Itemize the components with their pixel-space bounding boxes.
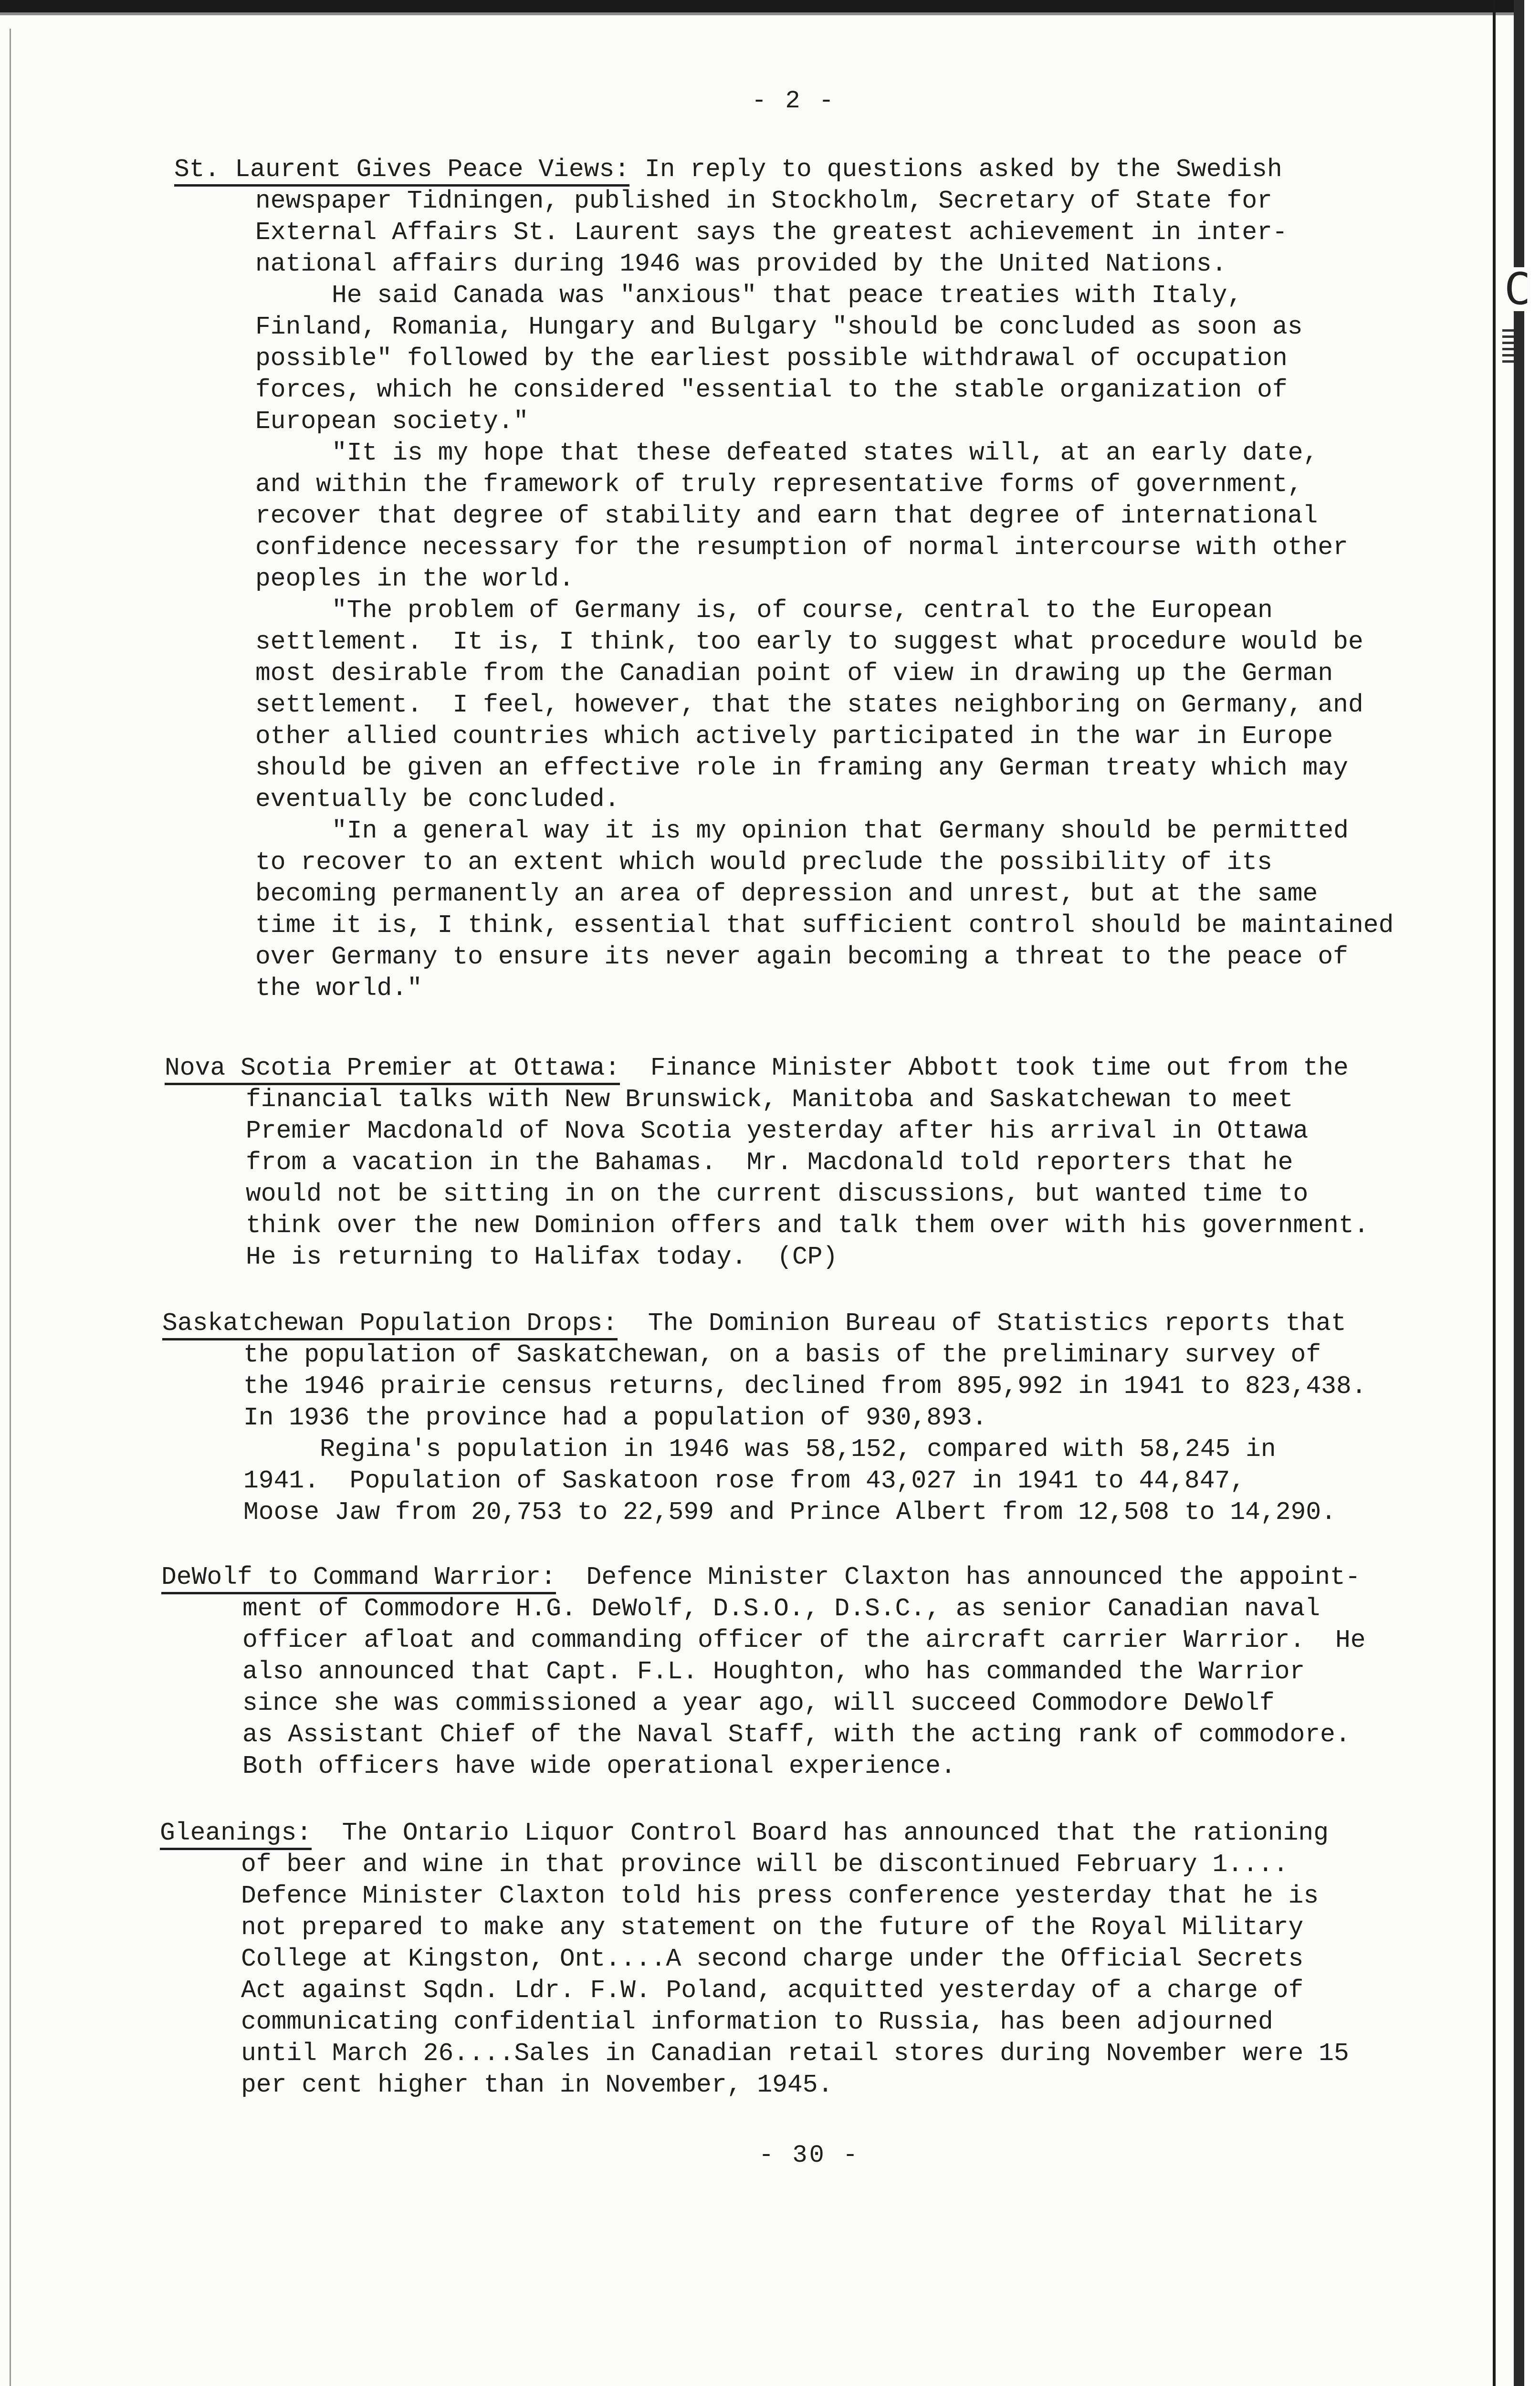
adjacent-page-letter: C xyxy=(1504,263,1531,314)
article-first-line xyxy=(160,1817,1439,1849)
article-line: External Affairs St. Laurent says the greatest achievement in inter- xyxy=(255,218,1288,247)
scan-left-edge xyxy=(10,29,11,2386)
article-line: the world." xyxy=(255,974,422,1003)
article-line: to recover to an extent which would preclude the possibility of its xyxy=(255,848,1272,877)
article-dewolf-warrior xyxy=(161,1561,1440,1782)
article-saskatchewan-population xyxy=(162,1308,1441,1528)
scan-top-shadow xyxy=(0,12,1540,15)
scan-right-binding xyxy=(1514,0,1524,2386)
article-nova-scotia-premier xyxy=(165,1052,1444,1273)
article-headline: DeWolf to Command Warrior: xyxy=(161,1563,556,1594)
article-line: would not be sitting in on the current discussions, but wanted time to xyxy=(246,1180,1309,1208)
paragraph-first-line: "It is my hope that these defeated states will, at an early date, xyxy=(332,439,1319,467)
article-line: eventually be concluded. xyxy=(255,785,620,814)
article-line: the population of Saskatchewan, on a basis of the preliminary survey of xyxy=(243,1340,1321,1369)
article-line: Moose Jaw from 20,753 to 22,599 and Prince Albert from 12,508 to 14,290. xyxy=(243,1498,1336,1527)
paragraph-first-line: He said Canada was "anxious" that peace treaties with Italy, xyxy=(332,281,1243,310)
article-line: newspaper Tidningen, published in Stockholm, Secretary of State for xyxy=(255,187,1272,215)
article-line: He is returning to Halifax today. (CP) xyxy=(246,1243,838,1271)
article-line: ment of Commodore H.G. DeWolf, D.S.O., D.S.C., as senior Canadian naval xyxy=(242,1594,1320,1623)
scan-top-edge xyxy=(0,0,1540,12)
article-line: the 1946 prairie census returns, declined from 895,992 in 1941 to 823,438. xyxy=(243,1372,1367,1401)
article-line: possible" followed by the earliest possible withdrawal of occupation xyxy=(255,344,1288,373)
paragraph-first-line: Regina's population in 1946 was 58,152, compared with 58,245 in xyxy=(320,1435,1276,1464)
article-line: since she was commissioned a year ago, will succeed Commodore DeWolf xyxy=(242,1689,1275,1717)
paragraph-first-line: "The problem of Germany is, of course, central to the European xyxy=(332,596,1273,625)
article-line: Defence Minister Claxton told his press conference yesterday that he is xyxy=(241,1882,1319,1910)
article-line: also announced that Capt. F.L. Houghton, who has commanded the Warrior xyxy=(242,1657,1305,1686)
article-line: until March 26....Sales in Canadian retail stores during November were 15 xyxy=(241,2039,1349,2068)
article-line: College at Kingston, Ont....A second charge under the Official Secrets xyxy=(241,1945,1304,1973)
article-line: In 1936 the province had a population of 930,893. xyxy=(243,1403,987,1432)
article-line: not prepared to make any statement on the future of the Royal Military xyxy=(241,1913,1304,1942)
article-line: Premier Macdonald of Nova Scotia yesterday after his arrival in Ottawa xyxy=(246,1117,1309,1145)
article-line: officer afloat and commanding officer of the aircraft carrier Warrior. He xyxy=(242,1626,1366,1654)
scan-right-margin xyxy=(1524,0,1540,2386)
article-line: should be given an effective role in framing any German treaty which may xyxy=(255,753,1348,782)
article-line: Act against Sqdn. Ldr. F.W. Poland, acquitted yesterday of a charge of xyxy=(241,1976,1304,2005)
article-lead-text: The Ontario Liquor Control Board has announced that the rationing xyxy=(312,1819,1329,1847)
article-line: Finland, Romania, Hungary and Bulgary "should be concluded as soon as xyxy=(255,313,1303,341)
article-st-laurent-peace-views xyxy=(174,154,1453,1004)
article-headline: St. Laurent Gives Peace Views: xyxy=(174,155,629,187)
article-first-line xyxy=(174,154,1453,185)
article-line: forces, which he considered "essential to the stable organization of xyxy=(255,376,1288,404)
article-first-line xyxy=(162,1308,1441,1339)
article-first-line xyxy=(161,1561,1440,1593)
article-line: peoples in the world. xyxy=(255,565,574,593)
article-line: settlement. It is, I think, too early to suggest what procedure would be xyxy=(255,628,1363,656)
article-line: settlement. I feel, however, that the states neighboring on Germany, and xyxy=(255,691,1363,719)
article-line: of beer and wine in that province will be discontinued February 1.... xyxy=(241,1850,1289,1879)
article-lead-text: The Dominion Bureau of Statistics reports that xyxy=(618,1309,1346,1338)
article-headline: Nova Scotia Premier at Ottawa: xyxy=(165,1054,620,1085)
article-line: becoming permanently an area of depression and unrest, but at the same xyxy=(255,879,1318,908)
article-line: from a vacation in the Bahamas. Mr. Macdonald told reporters that he xyxy=(246,1148,1293,1177)
article-line: 1941. Population of Saskatoon rose from 43,027 in 1941 to 44,847, xyxy=(243,1466,1246,1495)
page-number-top: - 2 - xyxy=(752,87,836,115)
article-line: think over the new Dominion offers and talk them over with his government. xyxy=(246,1211,1369,1240)
article-line: as Assistant Chief of the Naval Staff, with the acting rank of commodore. xyxy=(242,1720,1351,1749)
article-line: other allied countries which actively participated in the war in Europe xyxy=(255,722,1333,751)
article-line: financial talks with New Brunswick, Manitoba and Saskatchewan to meet xyxy=(246,1085,1293,1114)
article-gleanings xyxy=(160,1817,1439,2101)
article-headline: Gleanings: xyxy=(160,1819,312,1850)
article-line: over Germany to ensure its never again becoming a threat to the peace of xyxy=(255,942,1348,971)
article-lead-text: In reply to questions asked by the Swedish xyxy=(629,155,1282,184)
article-line: time it is, I think, essential that sufficient control should be maintained xyxy=(255,911,1394,940)
article-line: per cent higher than in November, 1945. xyxy=(241,2071,833,2099)
page-number-bottom: - 30 - xyxy=(759,2141,860,2169)
adjacent-page-rules xyxy=(1502,329,1514,363)
article-line: most desirable from the Canadian point of view in drawing up the German xyxy=(255,659,1333,688)
article-line: recover that degree of stability and earn that degree of international xyxy=(255,502,1318,530)
paragraph-first-line: "In a general way it is my opinion that Germany should be permitted xyxy=(332,816,1349,845)
article-lead-text: Finance Minister Abbott took time out from the xyxy=(620,1054,1349,1082)
scan-right-rule xyxy=(1493,0,1496,2386)
article-line: confidence necessary for the resumption of normal intercourse with other xyxy=(255,533,1348,562)
article-line: European society." xyxy=(255,407,529,436)
article-line: communicating confidential information to Russia, has been adjourned xyxy=(241,2008,1273,2036)
article-headline: Saskatchewan Population Drops: xyxy=(162,1309,618,1340)
article-first-line xyxy=(165,1052,1444,1084)
article-lead-text: Defence Minister Claxton has announced the appoint- xyxy=(555,1563,1361,1591)
article-line: national affairs during 1946 was provided by the United Nations. xyxy=(255,250,1227,278)
article-line: Both officers have wide operational experience. xyxy=(242,1752,956,1780)
article-line: and within the framework of truly representative forms of government, xyxy=(255,470,1303,499)
